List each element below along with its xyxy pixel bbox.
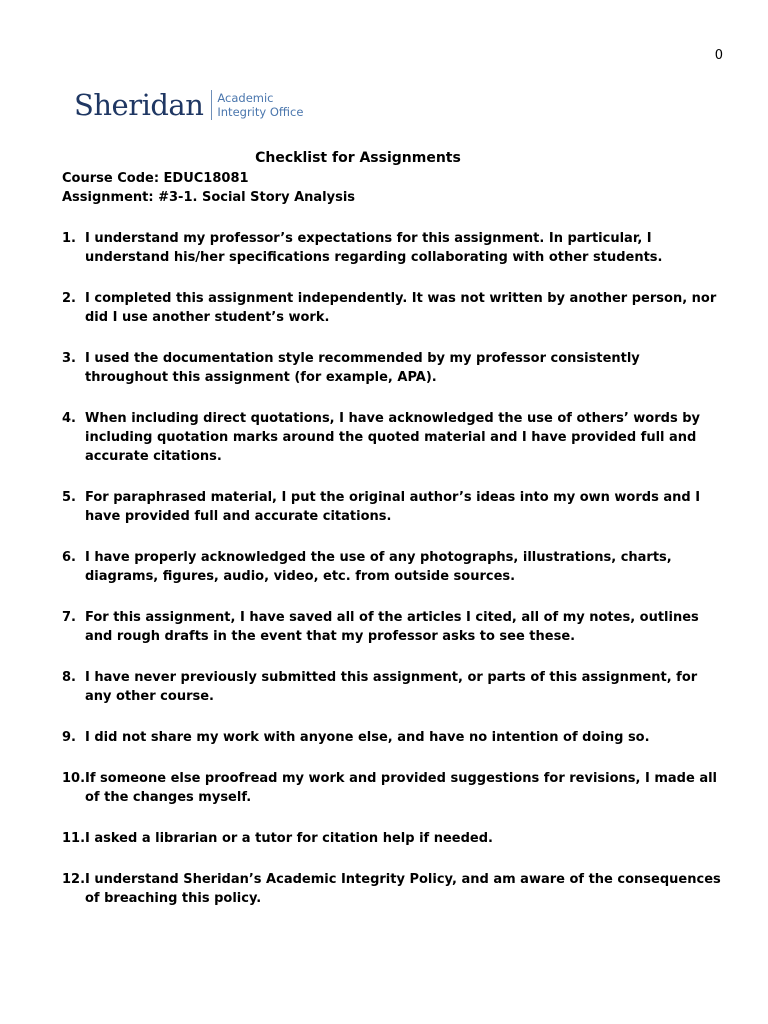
checklist-item-text: I understand Sheridan’s Academic Integrity Policy, and am aware of the consequences of breaching this policy. [85,872,721,906]
page-number: 0 [714,48,723,63]
checklist-item-text: When including direct quotations, I have acknowledged the use of others’ words by including quotation marks around the quoted material and I have provided full and accurate citations. [85,411,700,464]
logo-divider [211,90,212,120]
logo-subtitle-line2: Integrity Office [217,105,304,119]
checklist-item-text: I have never previously submitted this assignment, or parts of this assignment, for any other course. [85,670,698,704]
checklist-item [62,728,722,747]
checklist-item-text: I completed this assignment independently. It was not written by another person, nor did I use another student’s work. [85,291,717,325]
checklist-item [62,668,722,706]
checklist-item-number: 11. [62,831,86,846]
checklist-item-number: 1. [62,231,76,246]
logo-subtitle [217,91,303,119]
logo-subtitle-line1: Academic [217,91,274,105]
checklist-item-text: I used the documentation style recommended by my professor consistently throughout this assignment (for example, APA). [85,351,640,385]
course-code: Course Code: EDUC18081 [62,171,249,186]
checklist-item [62,488,722,526]
document-title: Checklist for Assignments [255,150,461,166]
checklist-item-text: For this assignment, I have saved all of the articles I cited, all of my notes, outlines and rough drafts in the event that my professor asks to see these. [85,610,699,644]
checklist-item [62,229,722,267]
checklist-item-text: I understand my professor’s expectations for this assignment. In particular, I understand his/her specifications regarding collaborating with other students. [85,231,663,265]
checklist-item [62,289,722,327]
checklist-item [62,829,722,848]
checklist-item-number: 2. [62,291,76,306]
checklist-item-number: 7. [62,610,76,625]
checklist-item [62,349,722,387]
logo-wordmark: Sheridan [74,87,204,122]
checklist-item-number: 5. [62,490,76,505]
checklist-item-number: 8. [62,670,76,685]
assignment-name: Assignment: #3-1. Social Story Analysis [62,190,356,205]
sheridan-logo [74,87,304,122]
checklist [62,229,722,930]
checklist-item [62,608,722,646]
checklist-item-number: 9. [62,730,76,745]
checklist-item-text: I asked a librarian or a tutor for citation help if needed. [85,831,493,846]
checklist-item-text: I did not share my work with anyone else, and have no intention of doing so. [85,730,650,745]
checklist-item-text: For paraphrased material, I put the original author’s ideas into my own words and I have provided full and accurate citations. [85,490,701,524]
checklist-item-number: 4. [62,411,76,426]
checklist-item [62,548,722,586]
checklist-item [62,409,722,466]
checklist-item-number: 6. [62,550,76,565]
checklist-item-text: I have properly acknowledged the use of any photographs, illustrations, charts, diagrams, figures, audio, video, etc. from outside sources. [85,550,672,584]
checklist-item-number: 12. [62,872,86,887]
checklist-item-text: If someone else proofread my work and provided suggestions for revisions, I made all of the changes myself. [85,771,718,805]
checklist-item-number: 10. [62,771,86,786]
checklist-item [62,769,722,807]
checklist-item [62,870,722,908]
checklist-item-number: 3. [62,351,76,366]
